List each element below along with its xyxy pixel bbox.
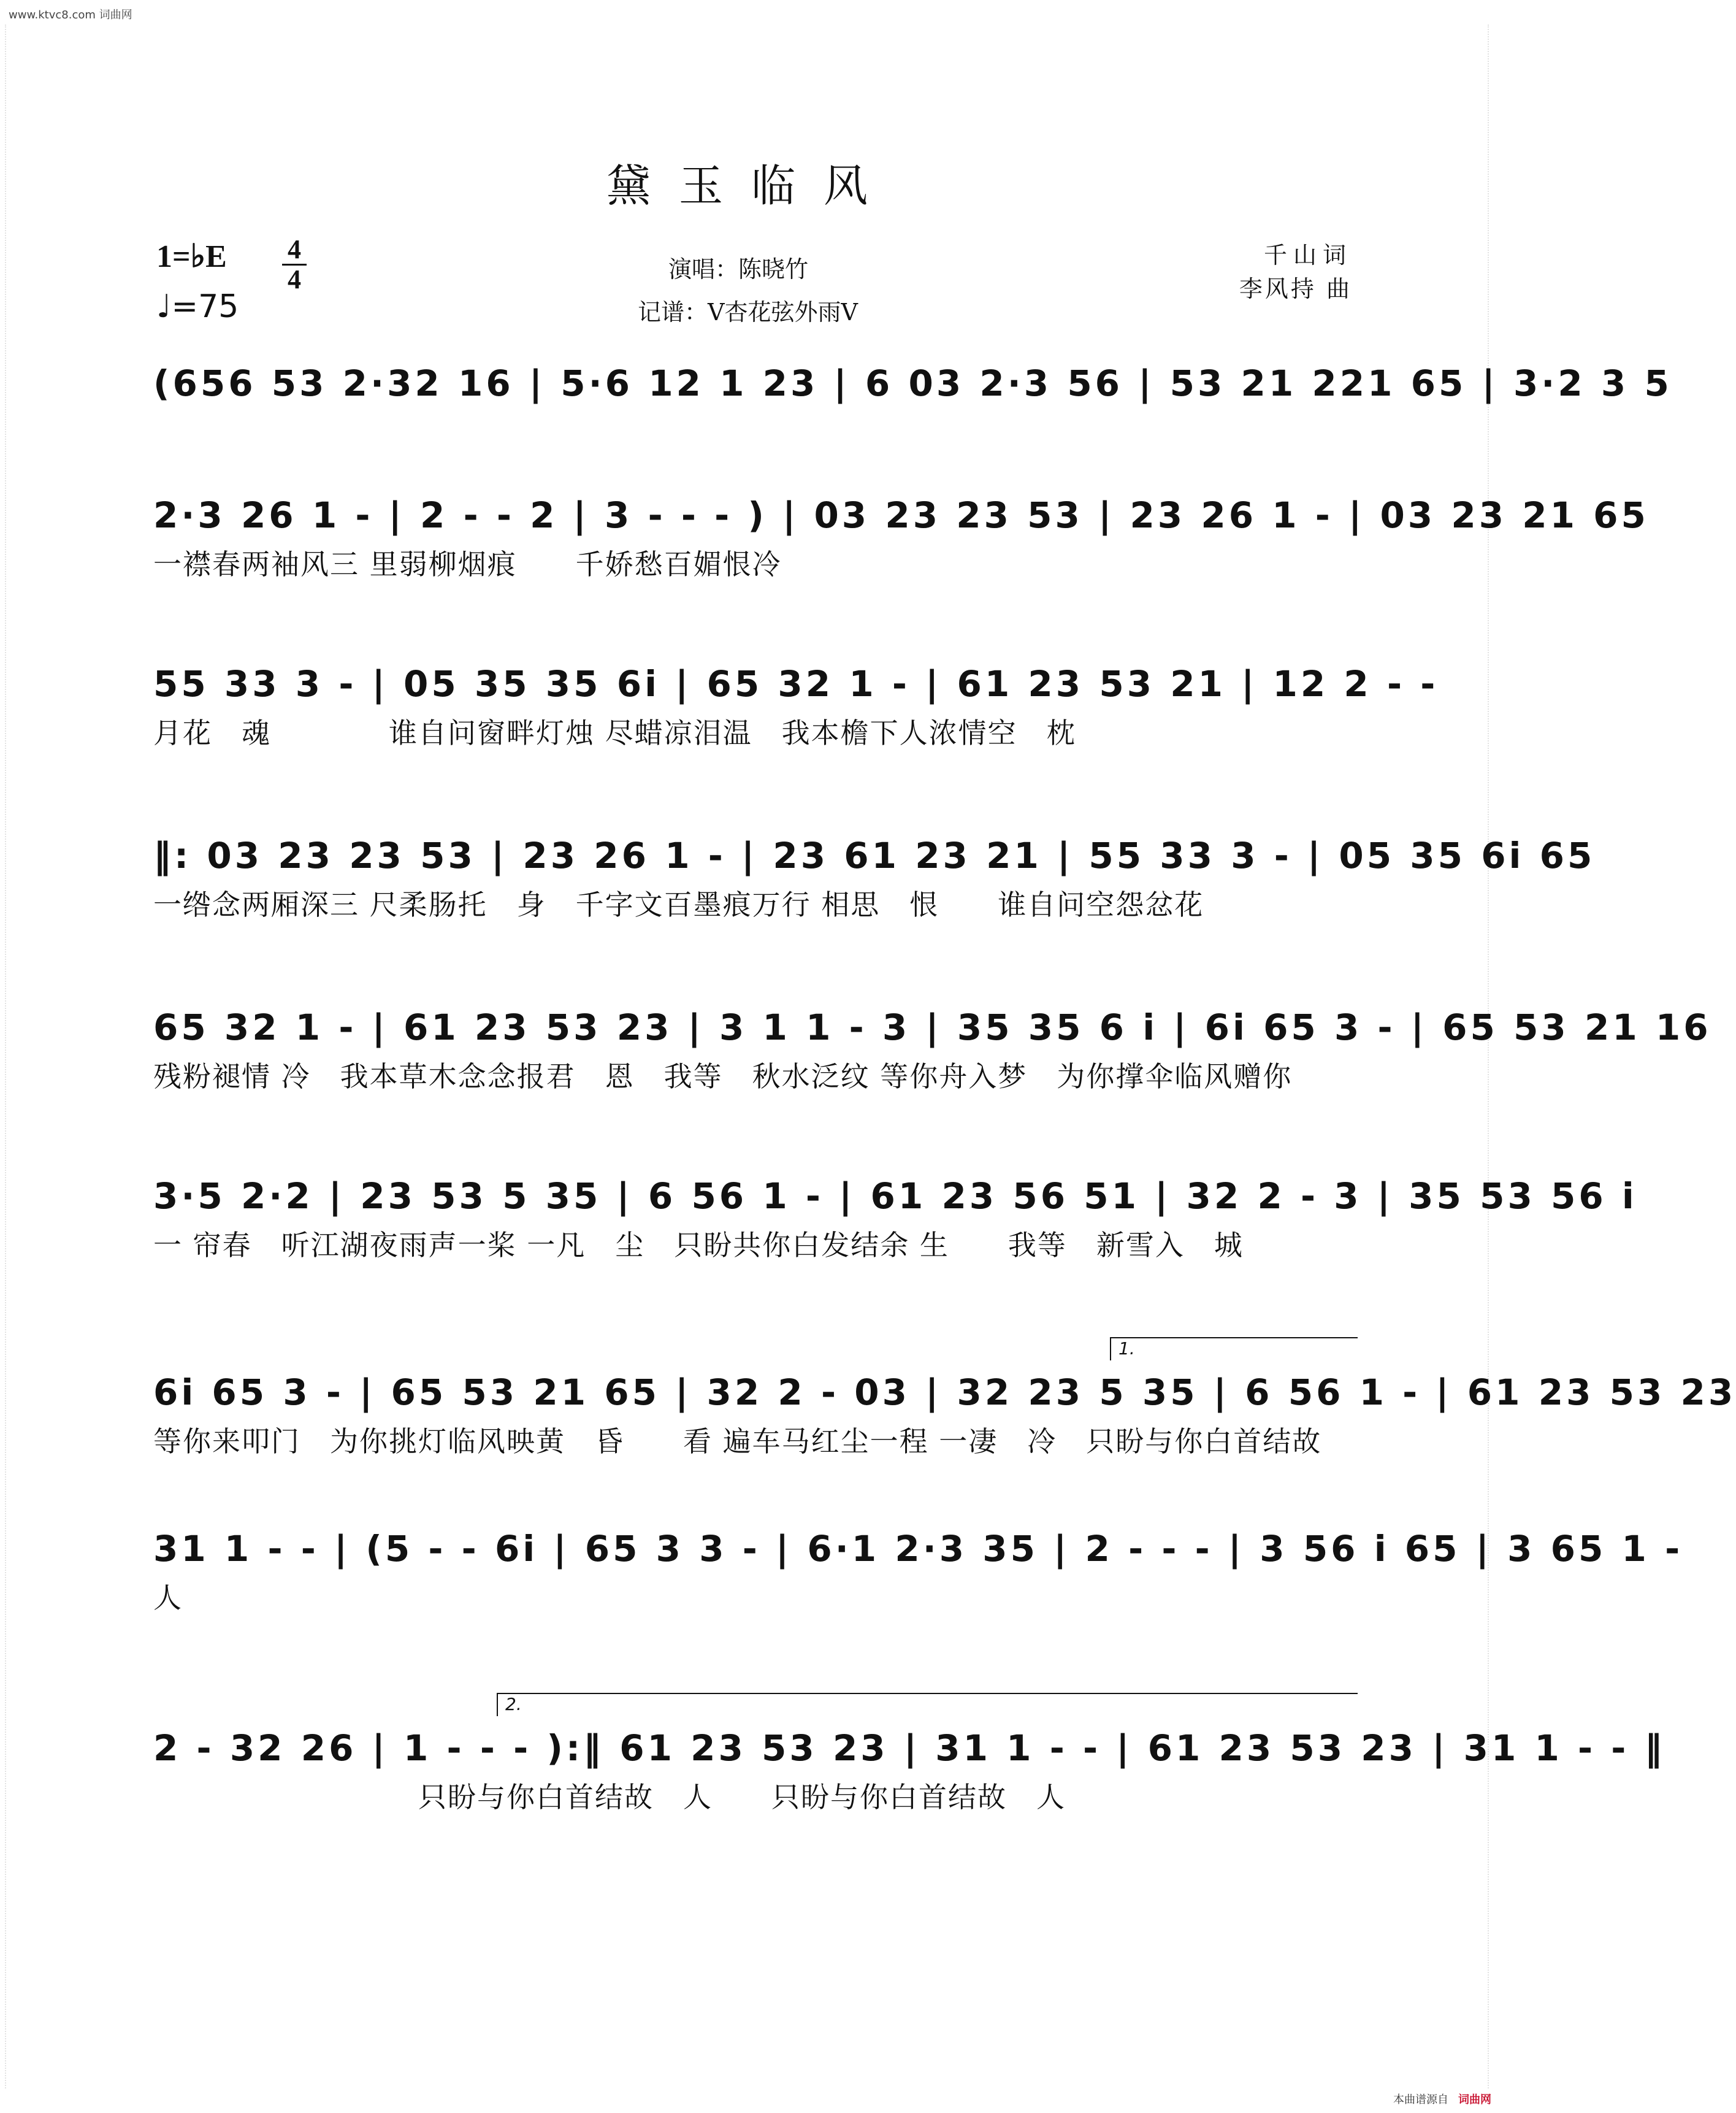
notator-credit: 记谱：V杏花弦外雨V <box>638 299 858 326</box>
composer-credit: 李风持 曲 <box>1239 275 1352 302</box>
footer-logo[interactable]: 词曲网 <box>1458 2093 1491 2106</box>
staff-row-4 <box>153 825 1596 923</box>
tempo-marking: ♩=75 <box>156 288 239 325</box>
footer-source-text: 本曲谱源自 <box>1393 2093 1448 2106</box>
singer-credit: 演唱：陈晓竹 <box>668 256 809 283</box>
lyrics-row: 一襟春两袖风三 里弱柳烟痕 千娇愁百媚恨冷 <box>153 548 782 581</box>
notes-row: 6i 65 3 - | 65 53 21 65 | 32 2 - 03 | 32 23 5 35 | 6 56 1 - | 61 23 53 23 <box>153 1371 1736 1413</box>
staff-row-7 <box>153 1338 1736 1460</box>
staff-row-6 <box>153 1165 1637 1264</box>
lyrics-row: 等你来叩门 为你挑灯临风映黄 昏 看 遍车马红尘一程 一凄 冷 只盼与你白首结故 <box>153 1425 1322 1458</box>
staff-row-9 <box>153 1694 1665 1816</box>
left-edge-decoration <box>5 25 15 2088</box>
notes-row: 31 1 - - | (5 - - 6i | 65 3 3 - | 6·1 2·3 35 | 2 - - - | 3 56 i 65 | 3 65 1 - <box>153 1528 1683 1570</box>
right-edge-decoration <box>1488 25 1497 2088</box>
lyrics-row: 人 <box>153 1581 183 1614</box>
first-ending-bracket: 1. <box>1110 1337 1358 1360</box>
notes-row: 2 - 32 26 | 1 - - - ):‖ 61 23 53 23 | 31 1 - - | 61 23 53 23 | 31 1 - - ‖ <box>153 1727 1665 1769</box>
staff-row-8 <box>153 1518 1683 1616</box>
lyrics-row: 一 帘春 听江湖夜雨声一桨 一凡 尘 只盼共你白发结余 生 我等 新雪入 城 <box>153 1229 1244 1262</box>
song-title: 黛玉临风 <box>606 160 896 212</box>
lyrics-row: 一绺念两厢深三 尺柔肠托 身 千字文百墨痕万行 相思 恨 谁自问空怨忿花 <box>153 888 1204 921</box>
footer-credit <box>1393 2091 1491 2107</box>
time-signature <box>282 236 307 293</box>
lyrics-row: 残粉褪情 冷 我本草木念念报君 恩 我等 秋水泛纹 等你舟入梦 为你撑伞临风赠你 <box>153 1060 1293 1093</box>
notes-row: 55 33 3 - | 05 35 35 6i | 65 32 1 - | 61 23 53 21 | 12 2 - - <box>153 663 1439 705</box>
time-numerator: 4 <box>288 234 301 264</box>
staff-row-5 <box>153 997 1711 1095</box>
lyrics-row: 只盼与你白首结故 人 只盼与你白首结故 人 <box>153 1781 1066 1814</box>
staff-row-3 <box>153 653 1439 751</box>
lyrics-row: 月花 魂 谁自问窗畔灯烛 尽蜡凉泪温 我本檐下人浓情空 枕 <box>153 716 1076 750</box>
lyrics-row <box>153 414 1349 451</box>
notes-row: 2·3 26 1 - | 2 - - 2 | 3 - - - ) | 03 23 23 53 | 23 26 1 - | 03 23 21 65 <box>153 494 1649 536</box>
notes-row: (656 53 2·32 16 | 5·6 12 1 23 | 6 03 2·3 56 | 53 21 221 65 | 3·2 3 5 <box>153 362 1672 404</box>
lyricist-credit: 千山词 <box>1263 242 1352 269</box>
notes-row: ‖: 03 23 23 53 | 23 26 1 - | 23 61 23 21 | 55 33 3 - | 05 35 6i 65 <box>153 835 1596 876</box>
time-denominator: 4 <box>288 264 301 294</box>
site-watermark: www.ktvc8.com 词曲网 <box>9 9 132 21</box>
key-signature: 1=♭E <box>156 239 227 274</box>
second-ending-bracket: 2. <box>497 1693 1358 1716</box>
notes-row: 3·5 2·2 | 23 53 5 35 | 6 56 1 - | 61 23 56 51 | 32 2 - 3 | 35 53 56 i <box>153 1175 1637 1217</box>
staff-row-1 <box>153 353 1672 451</box>
staff-row-2 <box>153 485 1649 583</box>
notes-row: 65 32 1 - | 61 23 53 23 | 3 1 1 - 3 | 35 35 6 i | 6i 65 3 - | 65 53 21 16 <box>153 1007 1711 1048</box>
